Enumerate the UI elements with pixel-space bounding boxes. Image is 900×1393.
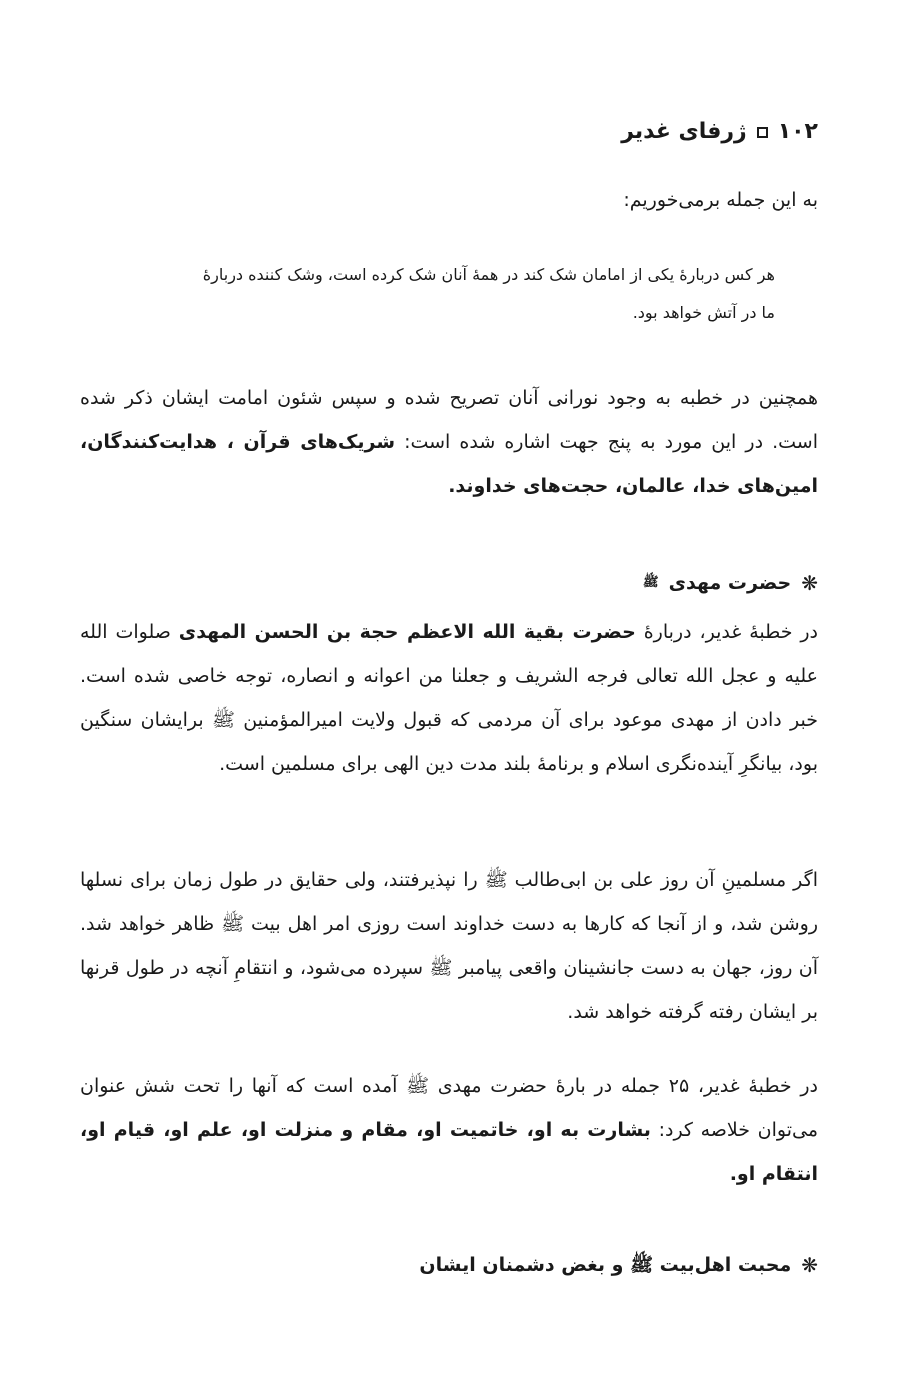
paragraph-mahdi-1-a: در خطبهٔ غدیر، دربارهٔ	[635, 621, 819, 643]
page-number: ۱۰۲	[777, 119, 818, 144]
paragraph-imamate	[80, 376, 818, 508]
asterisk-icon: ❋	[801, 1253, 818, 1277]
intro-line: به این جمله برمی‌خوریم:	[623, 189, 818, 211]
paragraph-imamate-bold: شریک‌های قرآن ، هدایت‌کنندگان، امین‌های خدا، عالمان، حجت‌های خداوند.	[80, 431, 818, 497]
section-heading-mahdi	[643, 563, 818, 603]
paragraph-mahdi-2: اگر مسلمینِ آن روز علی بن ابی‌طالب ﷺ را نپذیرفتند، ولی حقایق در طول زمان برای نسلها روشن شد، و از آنجا که کارها به دست خداوند است روزی امر اهل بیت ﷺ ظاهر خواهد شد. آن روز، جهان به دست جانشینان واقعی پیامبر ﷺ سپرده می‌شود، و انتقامِ آنچه در طول قرنها بر ایشان رفته گرفته خواهد شد.	[80, 869, 818, 1023]
section-heading-mahdi-label: حضرت مهدی	[668, 572, 792, 594]
book-title: ژرفای غدیر	[621, 119, 747, 144]
page-header	[621, 112, 818, 152]
paragraph-mahdi-1-bold: حضرت بقیة الله الاعظم حجة بن الحسن المهدی	[178, 621, 636, 643]
asterisk-icon: ❋	[801, 571, 818, 595]
paragraph-mahdi-1	[80, 610, 818, 786]
paragraph-mahdi-3-a: در خطبهٔ غدیر، ۲۵ جمله در بارهٔ حضرت مهدی ﷺ آمده است که آنها را تحت شش عنوان می‌توان خلاصه کرد:	[80, 1075, 819, 1141]
paragraph-mahdi-3-bold: بشارت به او، خاتمیت او، مقام و منزلت او، علم او، قیام او، انتقام او.	[80, 1119, 818, 1185]
paragraph-imamate-text: همچنین در خطبه به وجود نورانی آنان تصریح شده و سپس شئون امامت ایشان ذکر شده است. در این مورد به پنج جهت اشاره شده است:	[80, 387, 818, 453]
quote-block: هر کس دربارهٔ یکی از امامان شک کند در همهٔ آنان شک کرده است، وشک کننده دربارهٔ ما در آتش خواهد بود.	[202, 265, 775, 322]
section-heading-ahlulbayt-label: محبت اهل‌بیت ﷺ و بغض دشمنان ایشان	[419, 1254, 792, 1276]
section-heading-ahlulbayt	[419, 1245, 818, 1285]
honorific-icon: ﷺ	[642, 575, 659, 590]
paragraph-mahdi-3	[80, 1064, 818, 1196]
paragraph-mahdi-1-b: صلوات الله علیه و عجل الله تعالی فرجه الشریف و جعلنا من اعوانه و انصاره، توجه خاصی شده است. خبر دادن از مهدی موعود برای آن مردمی که قبول ولایت امیرالمؤمنین ﷺ برایشان سنگین بود، بیانگرِ آینده‌نگری اسلام و برنامهٔ بلند مدت دین الهی برای مسلمین است.	[80, 621, 818, 775]
separator-square-icon	[757, 127, 768, 138]
